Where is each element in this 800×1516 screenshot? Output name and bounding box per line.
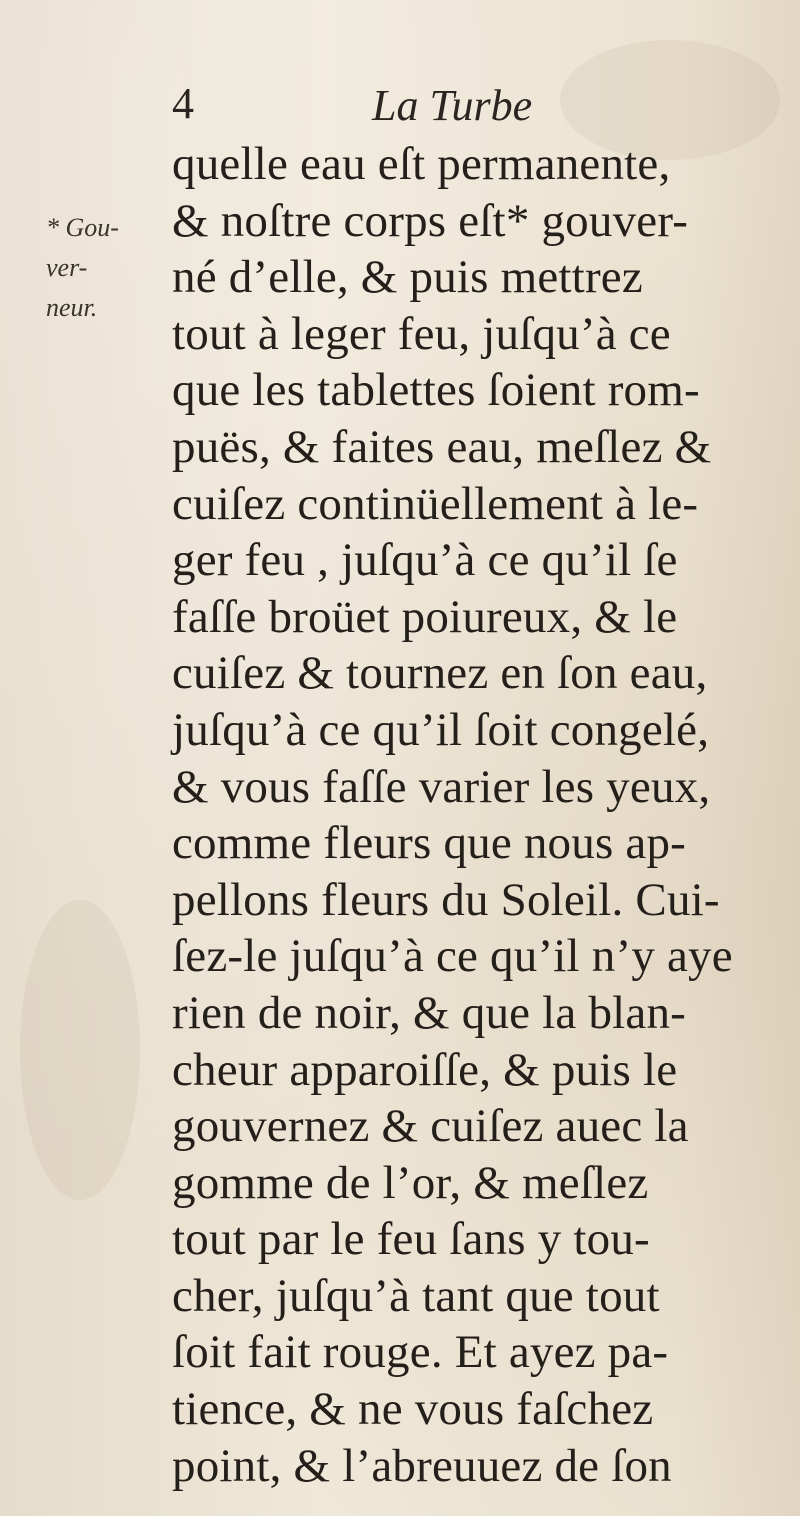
text-line: ger feu , juſqu’à ce qu’il ſe [172,534,678,587]
body-text [172,136,772,1494]
text-line: cheur apparoiſſe, & puis le [172,1043,678,1096]
text-line: point, & l’abreuuez de ſon [172,1439,672,1492]
margin-note-line: * Gou- [46,213,119,242]
text-line: faſſe broüet poiureux, & le [172,590,678,643]
text-line: ſoit fait rouge. Et ayez pa- [172,1326,669,1379]
text-line: rien de noir, & que la blan- [172,986,687,1039]
text-line: cuiſez continüellement à le- [172,477,699,530]
text-line: gomme de l’or, & meſlez [172,1156,649,1209]
text-line: & noſtre corps eſt* gouver- [172,194,689,247]
paper-stain [20,900,140,1200]
text-line: tout par le feu ſans y tou- [172,1213,650,1266]
text-line: puës, & faites eau, meſlez & [172,420,712,473]
text-line: tout à leger feu, juſqu’à ce [172,307,671,360]
text-line: quelle eau eſt permanente, [172,138,671,190]
text-line: cher, juſqu’à tant que tout [172,1269,660,1322]
page-number: 4 [172,79,194,128]
margin-note-line: neur. [46,293,98,322]
text-line: tience, & ne vous faſchez [172,1383,654,1436]
text-line: cuiſez & tournez en ſon eau, [172,647,708,700]
text-line: gouvernez & cuiſez auec la [172,1100,689,1153]
running-title: La Turbe [372,81,533,130]
margin-note-line: ver- [46,253,88,282]
text-line: comme fleurs que nous ap- [172,817,687,870]
text-line: juſqu’à ce qu’il ſoit congelé, [172,703,710,756]
text-line: pellons fleurs du Soleil. Cui- [172,873,720,926]
margin-note [46,208,156,328]
text-line: né d’elle, & puis mettrez [172,251,643,304]
text-line: & vous faſſe varier les yeux, [172,760,711,813]
text-line: ſez-le juſqu’à ce qu’il n’y aye [172,930,733,983]
text-line: que les tablettes ſoient rom- [172,364,700,417]
